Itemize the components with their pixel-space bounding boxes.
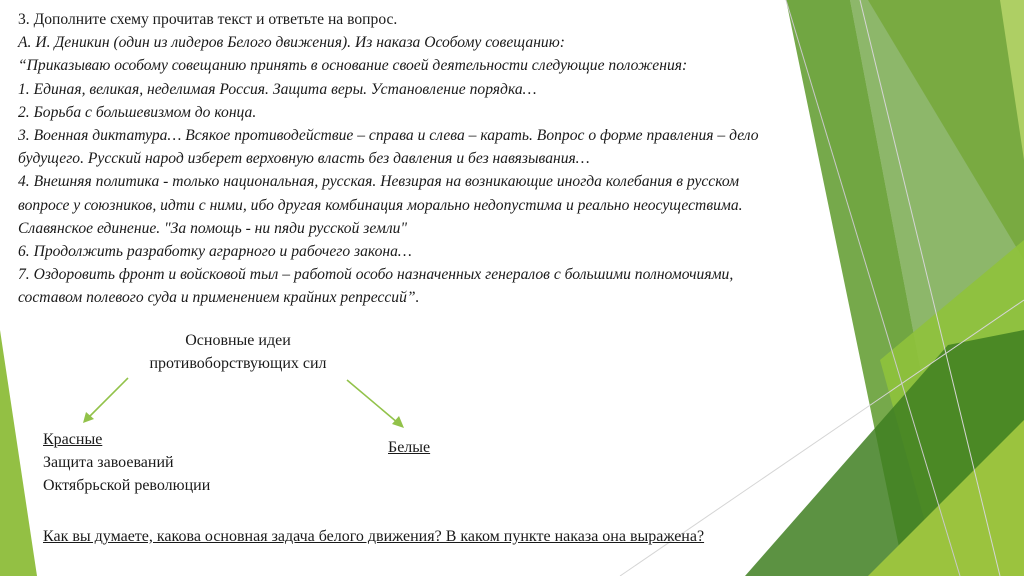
left-green-strip	[0, 330, 37, 576]
task-source: А. И. Деникин (один из лидеров Белого движения). Из наказа Особому совещанию:	[18, 34, 565, 52]
white-column	[388, 436, 430, 459]
scheme-title-line: Основные идеи	[185, 332, 291, 349]
arrow-head-white	[392, 416, 404, 428]
arrow-to-red	[88, 378, 128, 418]
order-line: вопросе у союзников, идти с ними, ибо другая комбинация морально недопустима и реально неосуществима.	[18, 196, 743, 214]
arrow-to-white	[347, 380, 398, 423]
red-idea-line: Октябрьской революции	[43, 477, 211, 494]
order-line: Славянское единение. "За помощь - ни пяди русской земли"	[18, 219, 407, 237]
red-label: Красные	[43, 431, 103, 448]
order-line: 6. Продолжить разработку аграрного и рабочего закона…	[18, 243, 412, 261]
order-line: “Приказываю особому совещанию принять в основание своей деятельности следующие положения:	[18, 57, 688, 75]
order-line: составом полевого суда и применением крайних репрессий”.	[18, 289, 420, 307]
white-label: Белые	[388, 439, 431, 456]
scheme-title	[118, 329, 358, 375]
order-line: 2. Борьба с большевизмом до конца.	[18, 103, 257, 121]
scheme-title-line: противоборствующих сил	[149, 355, 327, 372]
question-text: Как вы думаете, какова основная задача белого движения? В каком пункте наказа она выражена?	[43, 528, 705, 545]
red-idea-line: Защита завоеваний	[43, 454, 174, 471]
order-line: 1. Единая, великая, неделимая Россия. Защита веры. Установление порядка…	[18, 80, 537, 98]
task-text	[18, 8, 948, 310]
task-heading: 3. Дополните схему прочитав текст и ответьте на вопрос.	[18, 11, 398, 28]
red-column	[43, 428, 210, 497]
order-line: 3. Военная диктатура… Всякое противодействие – справа и слева – карать. Вопрос о форме правления – дело	[18, 127, 759, 145]
scheme-arrows	[83, 378, 404, 428]
order-line: будущего. Русский народ изберет верховную власть без давления и без навязывания…	[18, 150, 590, 168]
order-line: 7. Оздоровить фронт и войсковой тыл – работой особо назначенных генералов с большими полномочиями,	[18, 266, 734, 284]
order-line: 4. Внешняя политика - только национальная, русская. Невзирая на возникающие иногда колебания в русском	[18, 173, 740, 191]
